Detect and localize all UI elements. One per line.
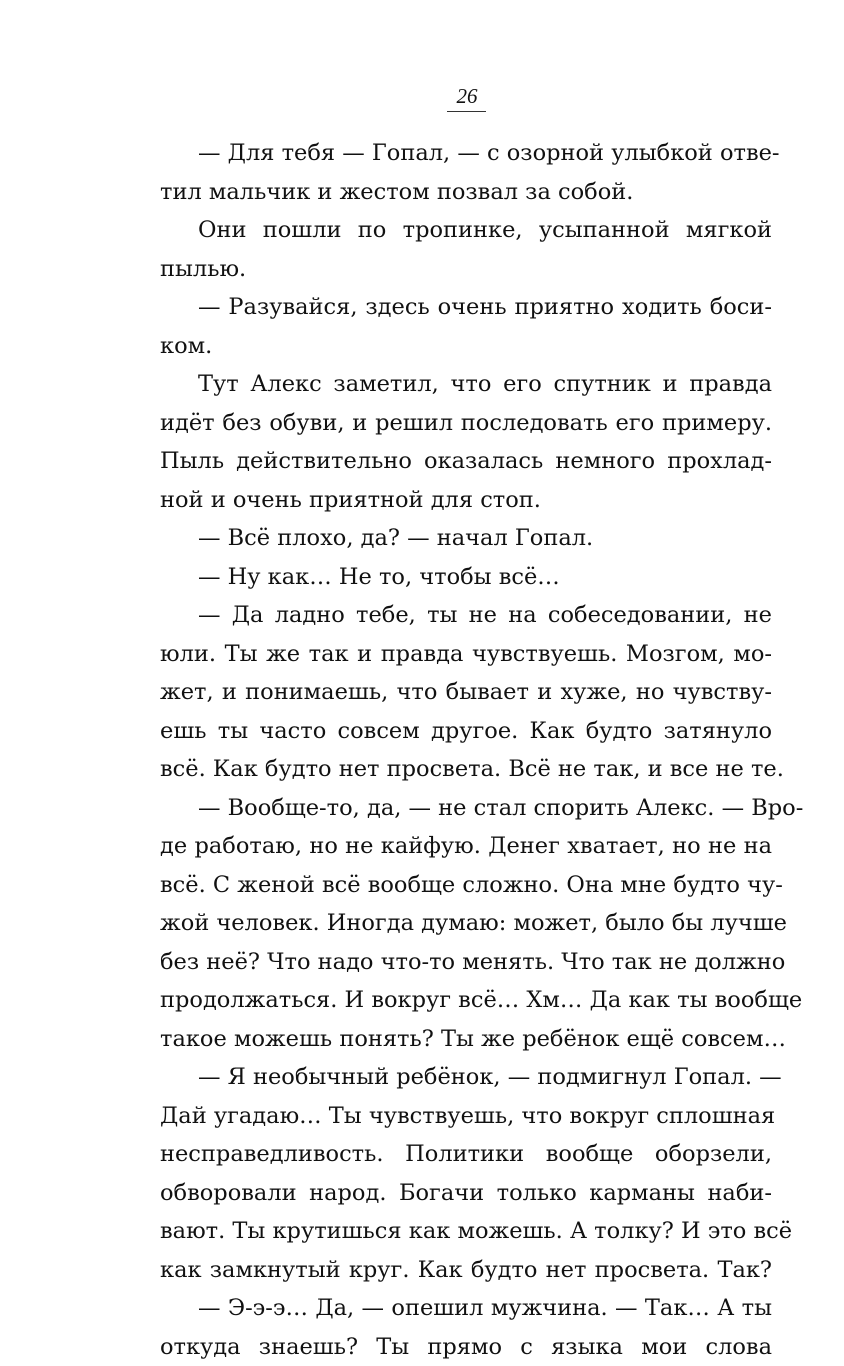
text-line: несправедливость. Политики вообще оборзели,: [160, 1135, 772, 1174]
text-line: — Разувайся, здесь очень приятно ходить боси-: [160, 288, 772, 327]
text-line: пылью.: [160, 250, 772, 289]
text-line: жет, и понимаешь, что бывает и хуже, но чувству-: [160, 673, 772, 712]
text-line: такое можешь понять? Ты же ребёнок ещё совсем…: [160, 1020, 772, 1059]
text-line: — Я необычный ребёнок, — подмигнул Гопал. —: [160, 1058, 772, 1097]
text-line: — Для тебя — Гопал, — с озорной улыбкой отве-: [160, 134, 772, 173]
body-text: [160, 134, 772, 1366]
text-line: без неё? Что надо что-то менять. Что так не должно: [160, 943, 772, 982]
text-line: ешь ты часто совсем другое. Как будто затянуло: [160, 712, 772, 751]
text-line: — Всё плохо, да? — начал Гопал.: [160, 519, 772, 558]
text-line: Дай угадаю… Ты чувствуешь, что вокруг сплошная: [160, 1097, 772, 1136]
text-line: Тут Алекс заметил, что его спутник и правда: [160, 365, 772, 404]
text-line: вают. Ты крутишься как можешь. А толку? И это всё: [160, 1212, 772, 1251]
text-line: всё. Как будто нет просвета. Всё не так, и все не те.: [160, 750, 772, 789]
text-line: — Вообще-то, да, — не стал спорить Алекс. — Вро-: [160, 789, 772, 828]
text-line: откуда знаешь? Ты прямо с языка мои слова: [160, 1328, 772, 1366]
page-number-rule: [447, 111, 486, 112]
text-line: юли. Ты же так и правда чувствуешь. Мозгом, мо-: [160, 635, 772, 674]
text-line: де работаю, но не кайфую. Денег хватает, но не на: [160, 827, 772, 866]
text-line: всё. С женой всё вообще сложно. Она мне будто чу-: [160, 866, 772, 905]
page-number: 26: [0, 84, 844, 108]
text-line: — Э-э-э… Да, — опешил мужчина. — Так… А ты: [160, 1289, 772, 1328]
text-line: Они пошли по тропинке, усыпанной мягкой: [160, 211, 772, 250]
text-line: Пыль действительно оказалась немного прохлад-: [160, 442, 772, 481]
text-line: продолжаться. И вокруг всё… Хм… Да как ты вообще: [160, 981, 772, 1020]
text-line: тил мальчик и жестом позвал за собой.: [160, 173, 772, 212]
text-line: ком.: [160, 327, 772, 366]
text-line: как замкнутый круг. Как будто нет просвета. Так?: [160, 1251, 772, 1290]
text-line: идёт без обуви, и решил последовать его примеру.: [160, 404, 772, 443]
text-line: обворовали народ. Богачи только карманы наби-: [160, 1174, 772, 1213]
text-line: жой человек. Иногда думаю: может, было бы лучше: [160, 904, 772, 943]
text-line: — Ну как… Не то, чтобы всё…: [160, 558, 772, 597]
text-line: — Да ладно тебе, ты не на собеседовании, не: [160, 596, 772, 635]
text-line: ной и очень приятной для стоп.: [160, 481, 772, 520]
